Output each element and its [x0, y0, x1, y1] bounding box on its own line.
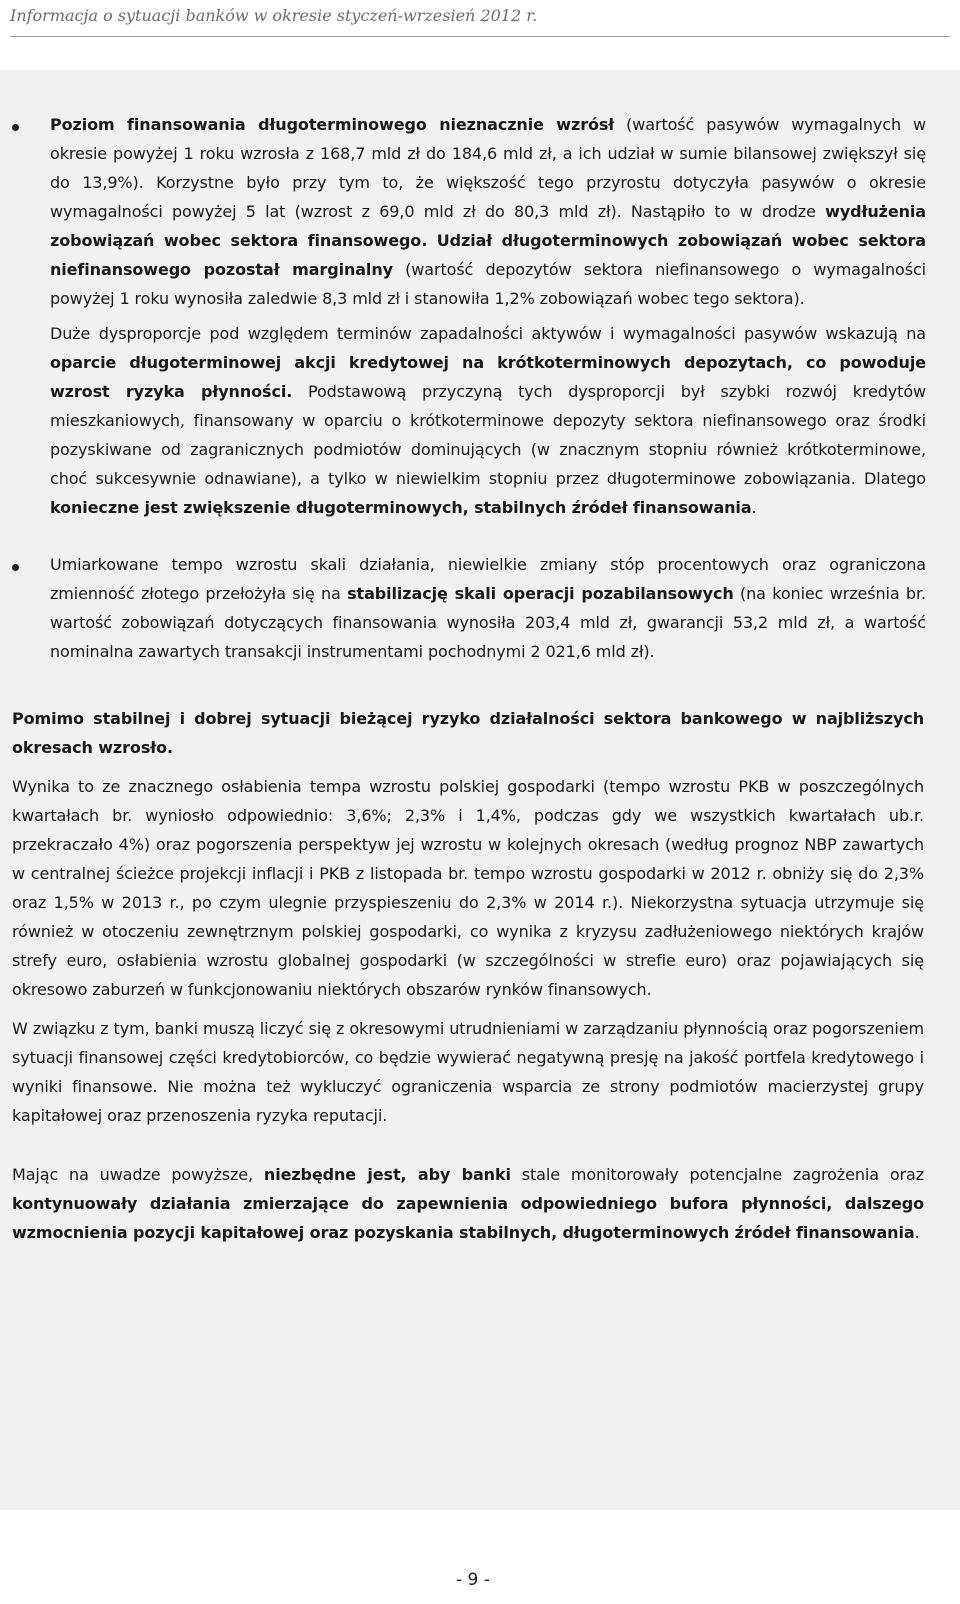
- content-area: [0, 70, 960, 1510]
- paragraph-text: Duże dysproporcje pod względem terminów zapadalności aktywów i wymagalności pasywów wskazują na: [50, 324, 926, 343]
- emphasized-text: konieczne jest zwiększenie długoterminowych, stabilnych źródeł finansowania: [50, 498, 752, 517]
- body-paragraph: [12, 1014, 924, 1130]
- closing-paragraph: [12, 1160, 924, 1247]
- page-number: - 9 -: [456, 1570, 490, 1590]
- emphasized-text: niezbędne jest, aby banki: [263, 1165, 511, 1184]
- page-header: [10, 0, 950, 37]
- paragraph-text: Podstawową przyczyną tych dysproporcji był szybki rozwój kredytów mieszkaniowych, finansowany w oparciu o krótkoterminowe depozyty sektora niefinansowego oraz środki pozyskiwane od zagranicznych podmiotów dominujących (w znacznym stopniu również krótkoterminowe, choć sukcesywnie odnawiane), a tylko w niewielkim stopniu przez długoterminowe zobowiązania. Dlatego: [50, 382, 927, 488]
- closing-section: [12, 1160, 924, 1247]
- bullet-paragraph: [50, 319, 926, 522]
- bullet-item-off-balance: [50, 550, 926, 666]
- bullet-icon: [12, 124, 19, 131]
- body-paragraph: [12, 772, 924, 1004]
- paragraph-text: .: [914, 1223, 920, 1242]
- risk-heading-paragraph: [12, 704, 924, 762]
- emphasized-text: oparcie długoterminowej akcji kredytowej na krótkoterminowych depozytach, co powoduje wzrost ryzyka płynności.: [50, 353, 926, 401]
- report-title: Informacja o sytuacji banków w okresie styczeń-wrzesień 2012 r.: [10, 6, 538, 25]
- paragraph-text: Umiarkowane tempo wzrostu skali działania, niewielkie zmiany stóp procentowych oraz ograniczona zmienność złotego przełożyła się na: [50, 555, 926, 603]
- paragraph-text: (wartość pasywów wymagalnych w okresie powyżej 1 roku wzrosła z 168,7 mld zł do 184,6 mld zł, a ich udział w sumie bilansowej zwiększył się do 13,9%). Korzystne było przy tym to, że większość tego przyrostu dotyczyła pasywów o okresie wymagalności powyżej 5 lat (wzrost z 69,0 mld zł do 80,3 mld zł). Nastąpiło to w drodze: [50, 115, 926, 221]
- paragraph-text: (na koniec września br. wartość zobowiązań dotyczących finansowania wynosiła 203,4 mld zł, gwarancji 53,2 mld zł, a wartość nominalna zawartych transakcji instrumentami pochodnymi 2 021,6 mld zł).: [50, 584, 926, 661]
- risk-section: [12, 704, 924, 1130]
- bullet-paragraph: [50, 110, 926, 313]
- emphasized-text: Poziom finansowania długoterminowego nieznacznie wzrósł: [50, 115, 615, 134]
- bullet-paragraph: [50, 550, 926, 666]
- emphasized-text: wydłużenia zobowiązań wobec sektora finansowego. Udział długoterminowych zobowiązań wobec sektora niefinansowego pozostał marginalny: [50, 202, 926, 279]
- bullet-item-funding: [50, 110, 926, 522]
- paragraph-text: (wartość depozytów sektora niefinansowego o wymagalności powyżej 1 roku wynosiła zaledwie 8,3 mld zł i stanowiła 1,2% zobowiązań wobec tego sektora).: [50, 260, 926, 308]
- paragraph-text: W związku z tym, banki muszą liczyć się z okresowymi utrudnieniami w zarządzaniu płynnością oraz pogorszeniem sytuacji finansowej części kredytobiorców, co będzie wywierać negatywną presję na jakość portfela kredytowego i wyniki finansowe. Nie można też wykluczyć ograniczenia wsparcia ze strony podmiotów macierzystej grupy kapitałowej oraz przenoszenia ryzyka reputacji.: [12, 1019, 924, 1125]
- emphasized-text: Pomimo stabilnej i dobrej sytuacji bieżącej ryzyko działalności sektora bankowego w najbliższych okresach wzrosło.: [12, 709, 924, 757]
- emphasized-text: stabilizację skali operacji pozabilansowych: [347, 584, 734, 603]
- emphasized-text: kontynuowały działania zmierzające do zapewnienia odpowiedniego bufora płynności, dalszego wzmocnienia pozycji kapitałowej oraz pozyskania stabilnych, długoterminowych źródeł finansowania: [12, 1194, 924, 1242]
- paragraph-text: Mając na uwadze powyższe,: [12, 1165, 264, 1184]
- paragraph-text: Wynika to ze znacznego osłabienia tempa wzrostu polskiej gospodarki (tempo wzrostu PKB w poszczególnych kwartałach br. wyniosło odpowiednio: 3,6%; 2,3% i 1,4%, podczas gdy we wszystkich kwartałach ub.r. przekraczało 4%) oraz pogorszenia perspektyw jej wzrostu w kolejnych okresach (według prognoz NBP zawartych w centralnej ścieżce projekcji inflacji i PKB z listopada br. tempo wzrostu gospodarki w 2012 r. obniży się do 2,3% oraz 1,5% w 2013 r., po czym ulegnie przyspieszeniu do 2,3% w 2014 r.). Niekorzystna sytuacja utrzymuje się również w otoczeniu zewnętrznym polskiej gospodarki, co wynika z kryzysu zadłużeniowego niektórych krajów strefy euro, osłabienia wzrostu globalnej gospodarki (w szczególności w strefie euro) oraz pojawiających się okresowo zaburzeń w funkcjonowaniu niektórych obszarów rynków finansowych.: [12, 777, 924, 999]
- paragraph-text: stale monitorowały potencjalne zagrożenia oraz: [510, 1165, 924, 1184]
- bullet-icon: [12, 564, 19, 571]
- paragraph-text: .: [751, 498, 757, 517]
